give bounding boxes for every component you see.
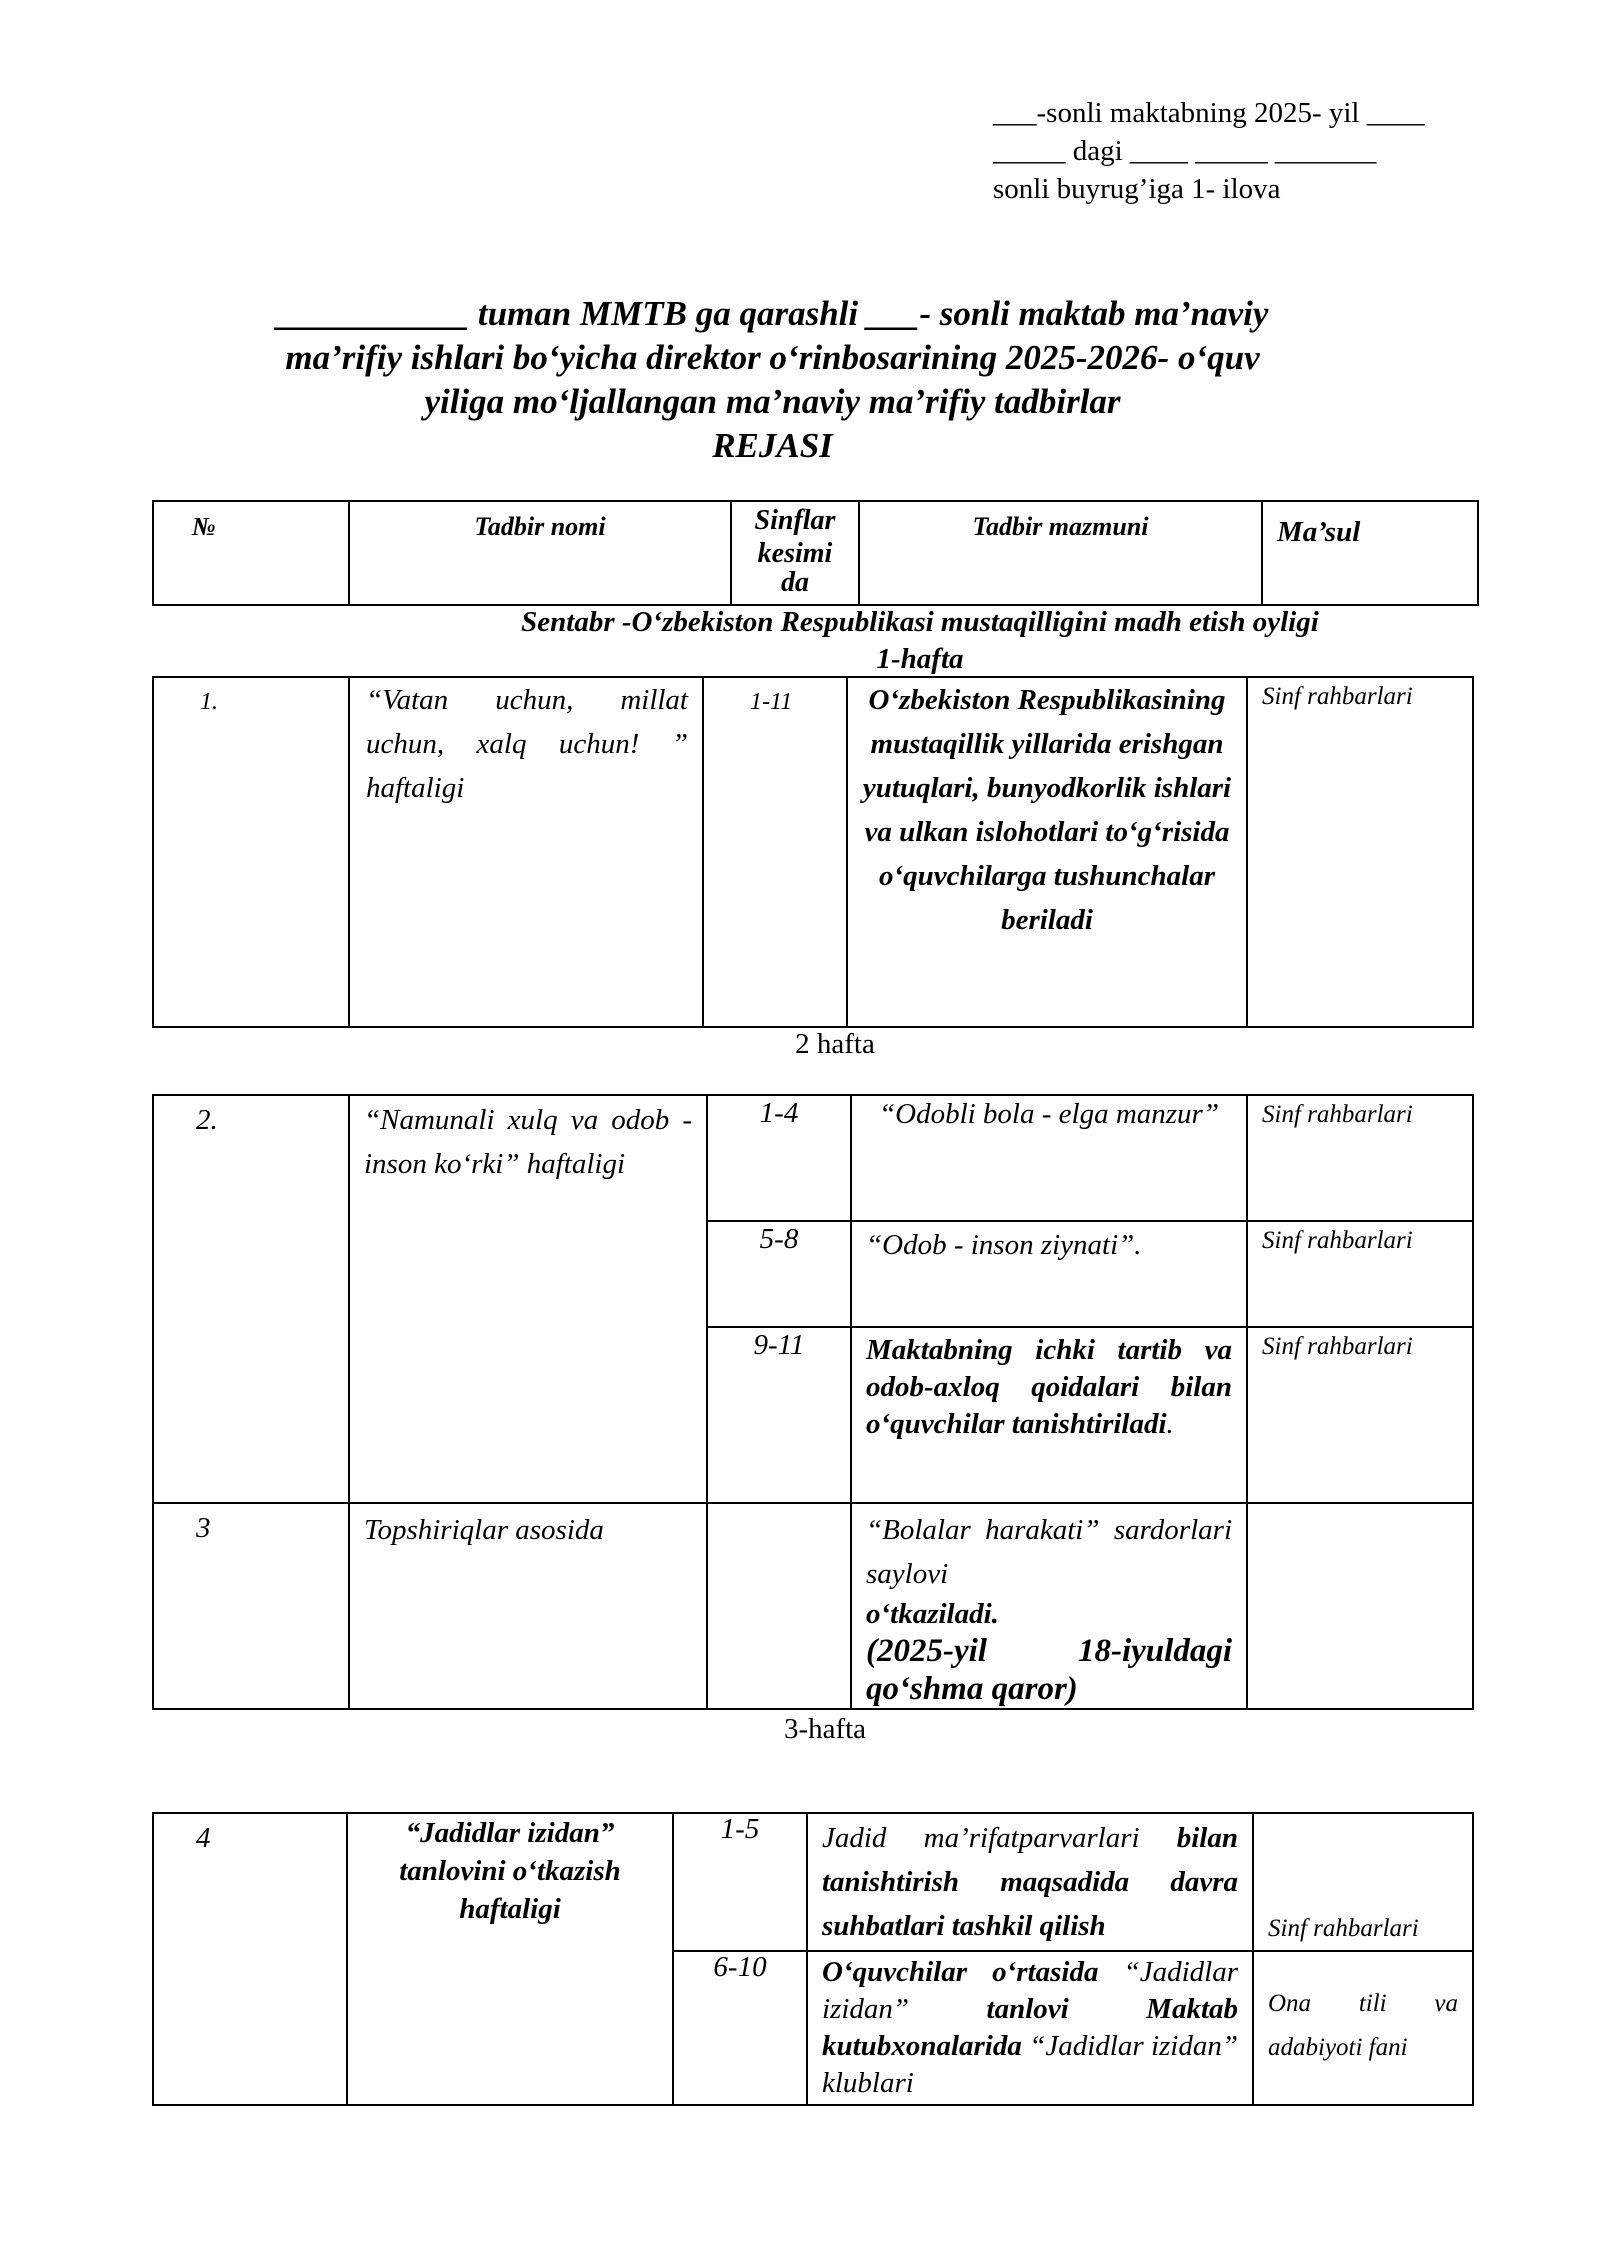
event-content-text: Jadid ma’rifatparvarlari [822,1822,1140,1854]
activity-table-week3 [152,1812,1474,2106]
responsible: Sinf rahbarlari [1247,677,1473,1027]
responsible: Sinf rahbarlari [1253,1813,1473,1951]
table-row [153,1503,1473,1709]
order-reference-line: _____ dagi ____ _____ _______ [993,135,1377,167]
table-row [153,1813,1473,1951]
event-content-note: (2025-yil 18-iyuldagi qo‘shma qaror) [866,1633,1232,1707]
class-range: 6-10 [673,1951,807,2105]
class-range: 5-8 [707,1221,851,1327]
event-content-text: tanlovi [986,1993,1069,2025]
title-line: ma’rifiy ishlari bo‘yicha direktor o‘rinbosarining 2025-2026- o‘quv [285,338,1260,377]
event-content [807,1813,1253,1951]
event-content-text: “Jadidlar izidan” klublari [822,2030,1238,2099]
activity-table-week2 [152,1094,1474,1710]
event-name: Topshiriqlar asosida [349,1503,707,1709]
column-responsible: Ma’sul [1262,501,1478,605]
event-content-end: . [1166,1408,1174,1440]
responsible [1247,1503,1473,1709]
responsible: Sinf rahbarlari [1247,1221,1473,1327]
class-range: 1-5 [673,1813,807,1951]
table-row [153,677,1473,1027]
row-number: 1. [153,677,349,1027]
title-line: ___________ tuman MMTB ga qarashli ___- sonli maktab ma’naviy [276,294,1269,333]
month-title: Sentabr -O‘zbekiston Respublikasi mustaqilligini madh etish oyligi [521,606,1319,638]
table-row [153,1095,1473,1221]
event-name: “Vatan uchun, millat uchun, xalq uchun! ” haftaligi [349,677,703,1027]
row-number: 2. [153,1095,349,1503]
event-content-text: “Jadidlar izidan” [822,1956,1238,2025]
responsible: Sinf rahbarlari [1247,1095,1473,1221]
class-range: 9-11 [707,1327,851,1503]
row-number: 4 [153,1813,347,2105]
week-heading: 2 hafta [795,1028,875,1060]
event-content [851,1503,1247,1709]
event-content-text: Maktabning ichki tartib va odob-axloq qoidalari bilan o‘quvchilar tanishtiriladi [866,1334,1232,1440]
activity-table-week1 [152,676,1474,1028]
class-range: 1-4 [707,1095,851,1221]
column-header-table [152,500,1479,606]
event-content: “Odob - inson ziynati”. [851,1221,1247,1327]
column-classes [731,501,859,605]
week-heading: 1-hafta [876,643,964,675]
order-reference [993,94,1513,208]
column-classes-line: kesimi [757,538,833,569]
event-content: “Odobli bola - elga manzur” [851,1095,1247,1221]
event-content [807,1951,1253,2105]
event-content [851,1327,1247,1503]
order-reference-line: ___-sonli maktabning 2025- yil ____ [993,97,1425,129]
order-reference-line: sonli buyrug’iga 1- ilova [993,173,1281,205]
event-content-text: Maktab kutubxonalarida [822,1993,1239,2062]
week-heading: 3-hafta [783,1713,867,1745]
month-heading [150,604,1600,640]
class-range [707,1503,851,1709]
event-name: “Namunali xulq va odob - inson ko‘rki” haftaligi [349,1095,707,1503]
event-content-text: “Bolalar harakati” sardorlari saylovi [866,1514,1232,1590]
class-range: 1-11 [703,677,847,1027]
event-content-text: bilan tanishtirish maqsadida davra suhbatlari tashkil qilish [822,1822,1238,1942]
row-number: 3 [153,1503,349,1709]
event-content: O‘zbekiston Respublikasining mustaqillik yillarida erishgan yutuqlari, bunyodkorlik ishlari va ulkan islohotlari to‘g‘risida o‘quvchilarga tushunchalar beriladi [847,677,1247,1027]
column-event-name: Tadbir nomi [349,501,731,605]
responsible: Sinf rahbarlari [1247,1327,1473,1503]
event-name: “Jadidlar izidan” tanlovini o‘tkazish haftaligi [347,1813,673,2105]
document-title [150,292,1395,468]
event-content-text: o‘tkaziladi. [866,1598,999,1630]
column-event-content: Tadbir mazmuni [859,501,1262,605]
column-number: № [153,501,349,605]
title-line: REJASI [712,426,833,465]
responsible: Ona tili va adabiyoti fani [1253,1951,1473,2105]
title-line: yiliga mo‘ljallangan ma’naviy ma’rifiy tadbirlar [424,382,1121,421]
event-content-text: O‘quvchilar o‘rtasida [822,1956,1099,1988]
column-classes-line: Sinflar [754,505,836,536]
column-classes-line: da [781,567,809,598]
